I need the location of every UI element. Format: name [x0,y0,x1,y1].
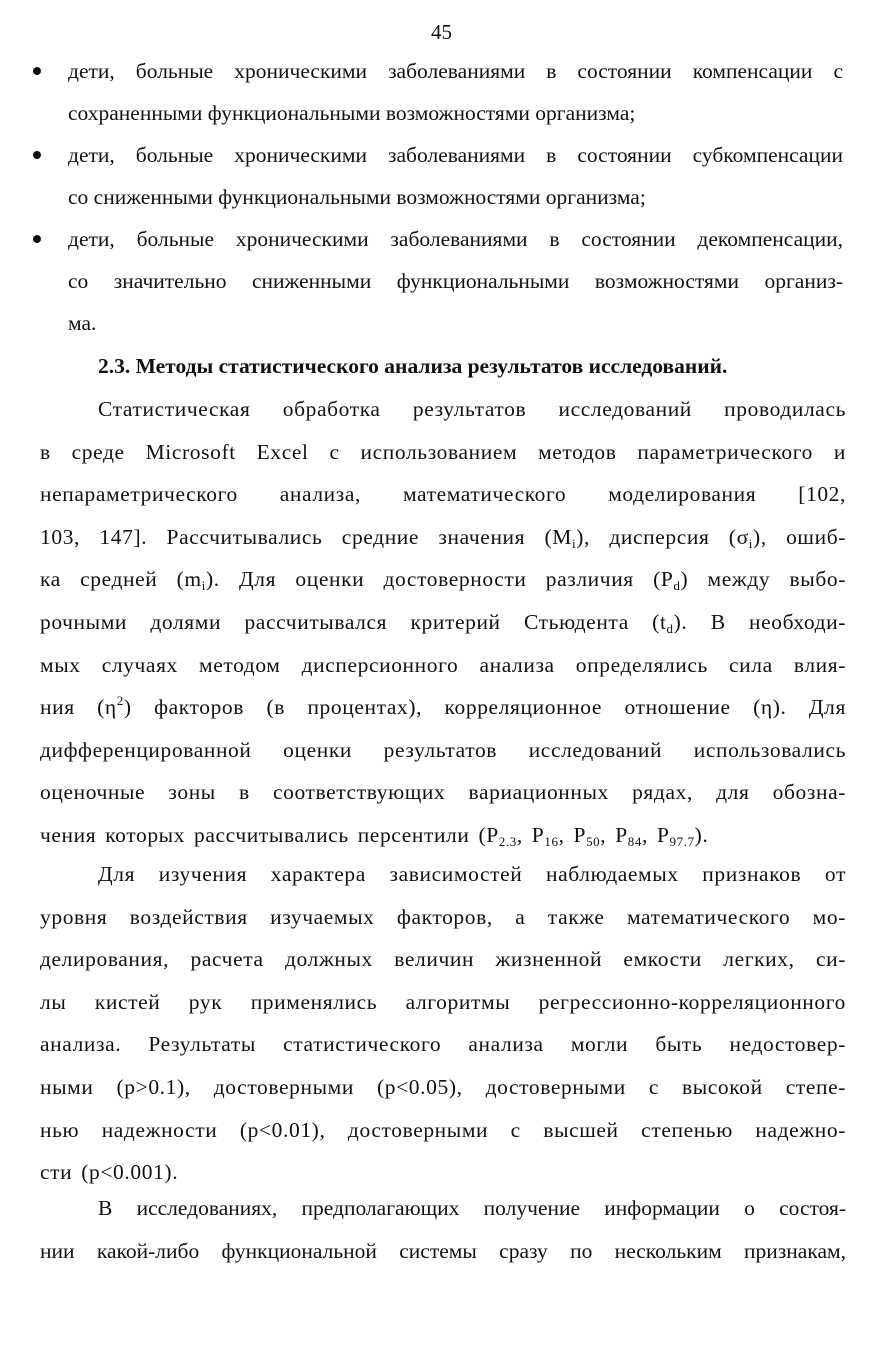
text-line: нью надежности (p<0.01), достоверными с высшей степенью надежно- [40,1117,846,1142]
text-line: чения которых рассчитывались персентили ($P_{2.3}$, $P_{16}$, $P_{50}$, $P_{84}$, $P_{97.7}$). [40,822,709,849]
text-line: в среде Microsoft Excel с использованием методов параметрического и [40,439,846,464]
text-line: лы кистей рук применялись алгоритмы регрессионно-корреляционного [40,989,846,1014]
paragraph-multifeature [40,1187,846,1272]
text-line: В исследованиях, предполагающих получение информации о состоя- [98,1196,846,1220]
text-line: Статистическая обработка результатов исследований проводилась [98,397,846,421]
bullet-line: со сниженными функциональными возможностями организма; [68,185,646,209]
text-line: ния $(\eta^2)$ факторов (в процентах), корреляционное отношение (η). Для [40,693,847,720]
bullet-icon [33,67,41,75]
text-line: сти (p<0.001). [40,1160,179,1185]
paragraph-regression [40,853,846,1194]
text-line: делирования, расчета должных величин жизненной емкости легких, си- [40,947,846,972]
bullet-icon [33,151,41,159]
bullet-line: со значительно сниженными функциональными возможностями организ- [68,269,843,293]
list-item [0,134,883,218]
text-line: рочными долями рассчитывался критерий Стьюдента $(t_d)$. В необходи- [40,609,846,636]
text-line: оценочные зоны в соответствующих вариационных рядах, для обозна- [40,780,846,805]
text-line: непараметрического анализа, математического моделирования [102, [40,482,846,507]
text-line: ными (p>0.1), достоверными (p<0.05), достоверными с высокой степе- [40,1074,846,1099]
text-line: анализа. Результаты статистического анализа могли быть недостовер- [40,1032,846,1057]
bullet-line: ма. [68,311,97,335]
paragraph-statistics [40,388,846,857]
bullet-line: дети, больные хроническими заболеваниями в состоянии субкомпенсации [68,143,843,167]
text-line: нии какой-либо функциональной системы сразу по нескольким признакам, [40,1238,846,1263]
page-number: 45 [431,20,452,44]
bullet-list [0,50,883,344]
section-heading: 2.3. Методы статистического анализа результатов исследований. [98,354,728,378]
text-line: уровня воздействия изучаемых факторов, а также математического мо- [40,904,846,929]
bullet-icon [33,235,41,243]
text-line: дифференцированной оценки результатов исследований использовались [40,737,846,762]
bullet-line: дети, больные хроническими заболеваниями в состоянии компенсации с [68,59,843,83]
text-line: ка средней $(m_i)$. Для оценки достоверности различия $(P_d)$ между выбо- [40,567,846,594]
bullet-line: дети, больные хроническими заболеваниями в состоянии декомпенсации, [68,227,843,251]
bullet-line: сохраненными функциональными возможностями организма; [68,101,636,125]
text-line: 103, 147]. Рассчитывались средние значения $(M_i)$, дисперсия $(\sigma_i)$, ошиб- [40,524,846,551]
text-line: Для изучения характера зависимостей наблюдаемых признаков от [98,862,846,886]
list-item [0,218,883,344]
text-line: мых случаях методом дисперсионного анализа определялись сила влия- [40,652,846,677]
list-item [0,50,883,134]
